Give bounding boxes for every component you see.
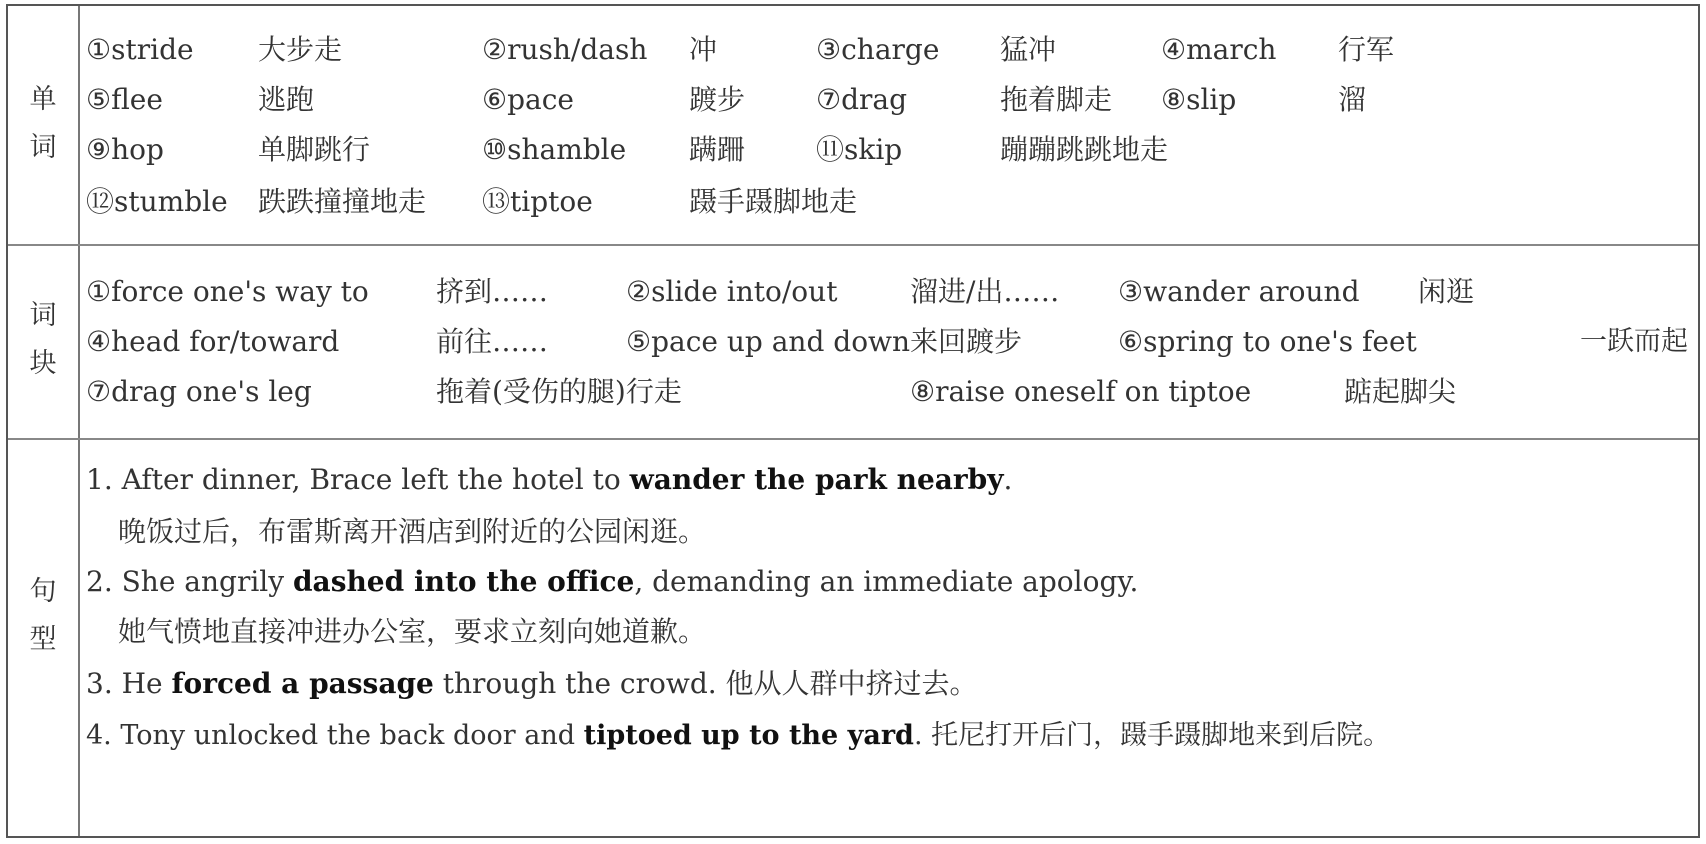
phrase-en: ②slide into/out — [626, 275, 838, 308]
phrase-zh: 拖着(受伤的腿)行走 — [436, 375, 682, 408]
sentence-en: 2. She angrily dashed into the office, demanding an immediate apology. — [86, 565, 1139, 598]
word-zh: 跌跌撞撞地走 — [258, 185, 427, 218]
word-en: ②rush/dash — [482, 33, 648, 66]
word-zh: 逃跑 — [258, 83, 315, 116]
word-en: ①stride — [86, 33, 194, 66]
phrase-zh: 前往…… — [436, 325, 549, 358]
phrase-zh: 踮起脚尖 — [1344, 375, 1457, 408]
word-zh: 行军 — [1338, 33, 1395, 66]
sentence-highlight: forced a passage — [171, 667, 434, 700]
word-en: ⑤flee — [86, 83, 163, 116]
section-label-phrases: 词 块 — [29, 300, 57, 379]
column-divider — [78, 6, 80, 836]
word-zh: 蹦蹦跳跳地走 — [1000, 133, 1169, 166]
phrase-zh: 挤到…… — [436, 275, 549, 308]
sentence-highlight: tiptoed up to the yard — [583, 720, 914, 751]
word-en: ⑪skip — [816, 133, 903, 166]
sentence-en: 4. Tony unlocked the back door and tiptoed up to the yard. 托尼打开后门，蹑手蹑脚地来到后院。 — [86, 720, 1391, 751]
word-en: ⑬tiptoe — [482, 185, 593, 218]
word-zh: 冲 — [689, 33, 718, 66]
word-zh: 单脚跳行 — [258, 133, 371, 166]
sentence-highlight: dashed into the office — [292, 565, 635, 598]
sentence-zh: 她气愤地直接冲进办公室，要求立刻向她道歉。 — [118, 615, 707, 648]
phrase-zh: 一跃而起 — [1580, 326, 1688, 357]
phrase-en: ⑦drag one's leg — [86, 375, 312, 408]
sentence-en: 1. After dinner, Brace left the hotel to wander the park nearby. — [86, 463, 1013, 496]
word-en: ⑩shamble — [482, 133, 627, 166]
phrase-en: ③wander around — [1118, 275, 1360, 308]
word-en: ③charge — [816, 33, 940, 66]
word-zh: 溜 — [1338, 83, 1367, 116]
phrase-en: ⑧raise oneself on tiptoe — [910, 375, 1252, 408]
word-en: ⑥pace — [482, 83, 574, 116]
phrase-zh: 来回踱步 — [910, 325, 1023, 358]
section-label-sentences: 句 型 — [29, 576, 57, 655]
word-en: ⑦drag — [816, 83, 908, 116]
phrase-zh: 闲逛 — [1418, 275, 1475, 308]
word-zh: 踱步 — [689, 83, 746, 116]
word-en: ⑨hop — [86, 133, 164, 166]
sentence-en: 3. He forced a passage through the crowd. 他从人群中挤过去。 — [86, 667, 978, 700]
phrase-zh: 溜进/出…… — [910, 275, 1060, 308]
row-divider — [8, 244, 1698, 246]
vocabulary-table — [6, 4, 1700, 838]
word-zh: 蹒跚 — [689, 133, 746, 166]
section-label-words: 单 词 — [29, 84, 57, 163]
sentence-highlight: wander the park nearby — [629, 463, 1004, 496]
phrase-en: ⑥spring to one's feet — [1118, 325, 1417, 358]
word-zh: 猛冲 — [1000, 33, 1057, 66]
word-zh: 蹑手蹑脚地走 — [689, 185, 858, 218]
phrase-en: ⑤pace up and down — [626, 325, 911, 358]
word-zh: 拖着脚走 — [1000, 83, 1113, 116]
word-en: ⑫stumble — [86, 185, 228, 218]
phrase-en: ①force one's way to — [86, 275, 369, 308]
word-zh: 大步走 — [258, 33, 343, 66]
row-divider — [8, 438, 1698, 440]
word-en: ⑧slip — [1161, 83, 1237, 116]
word-en: ④march — [1161, 33, 1277, 66]
phrase-en: ④head for/toward — [86, 325, 340, 358]
sentence-zh: 晚饭过后，布雷斯离开酒店到附近的公园闲逛。 — [118, 515, 707, 548]
